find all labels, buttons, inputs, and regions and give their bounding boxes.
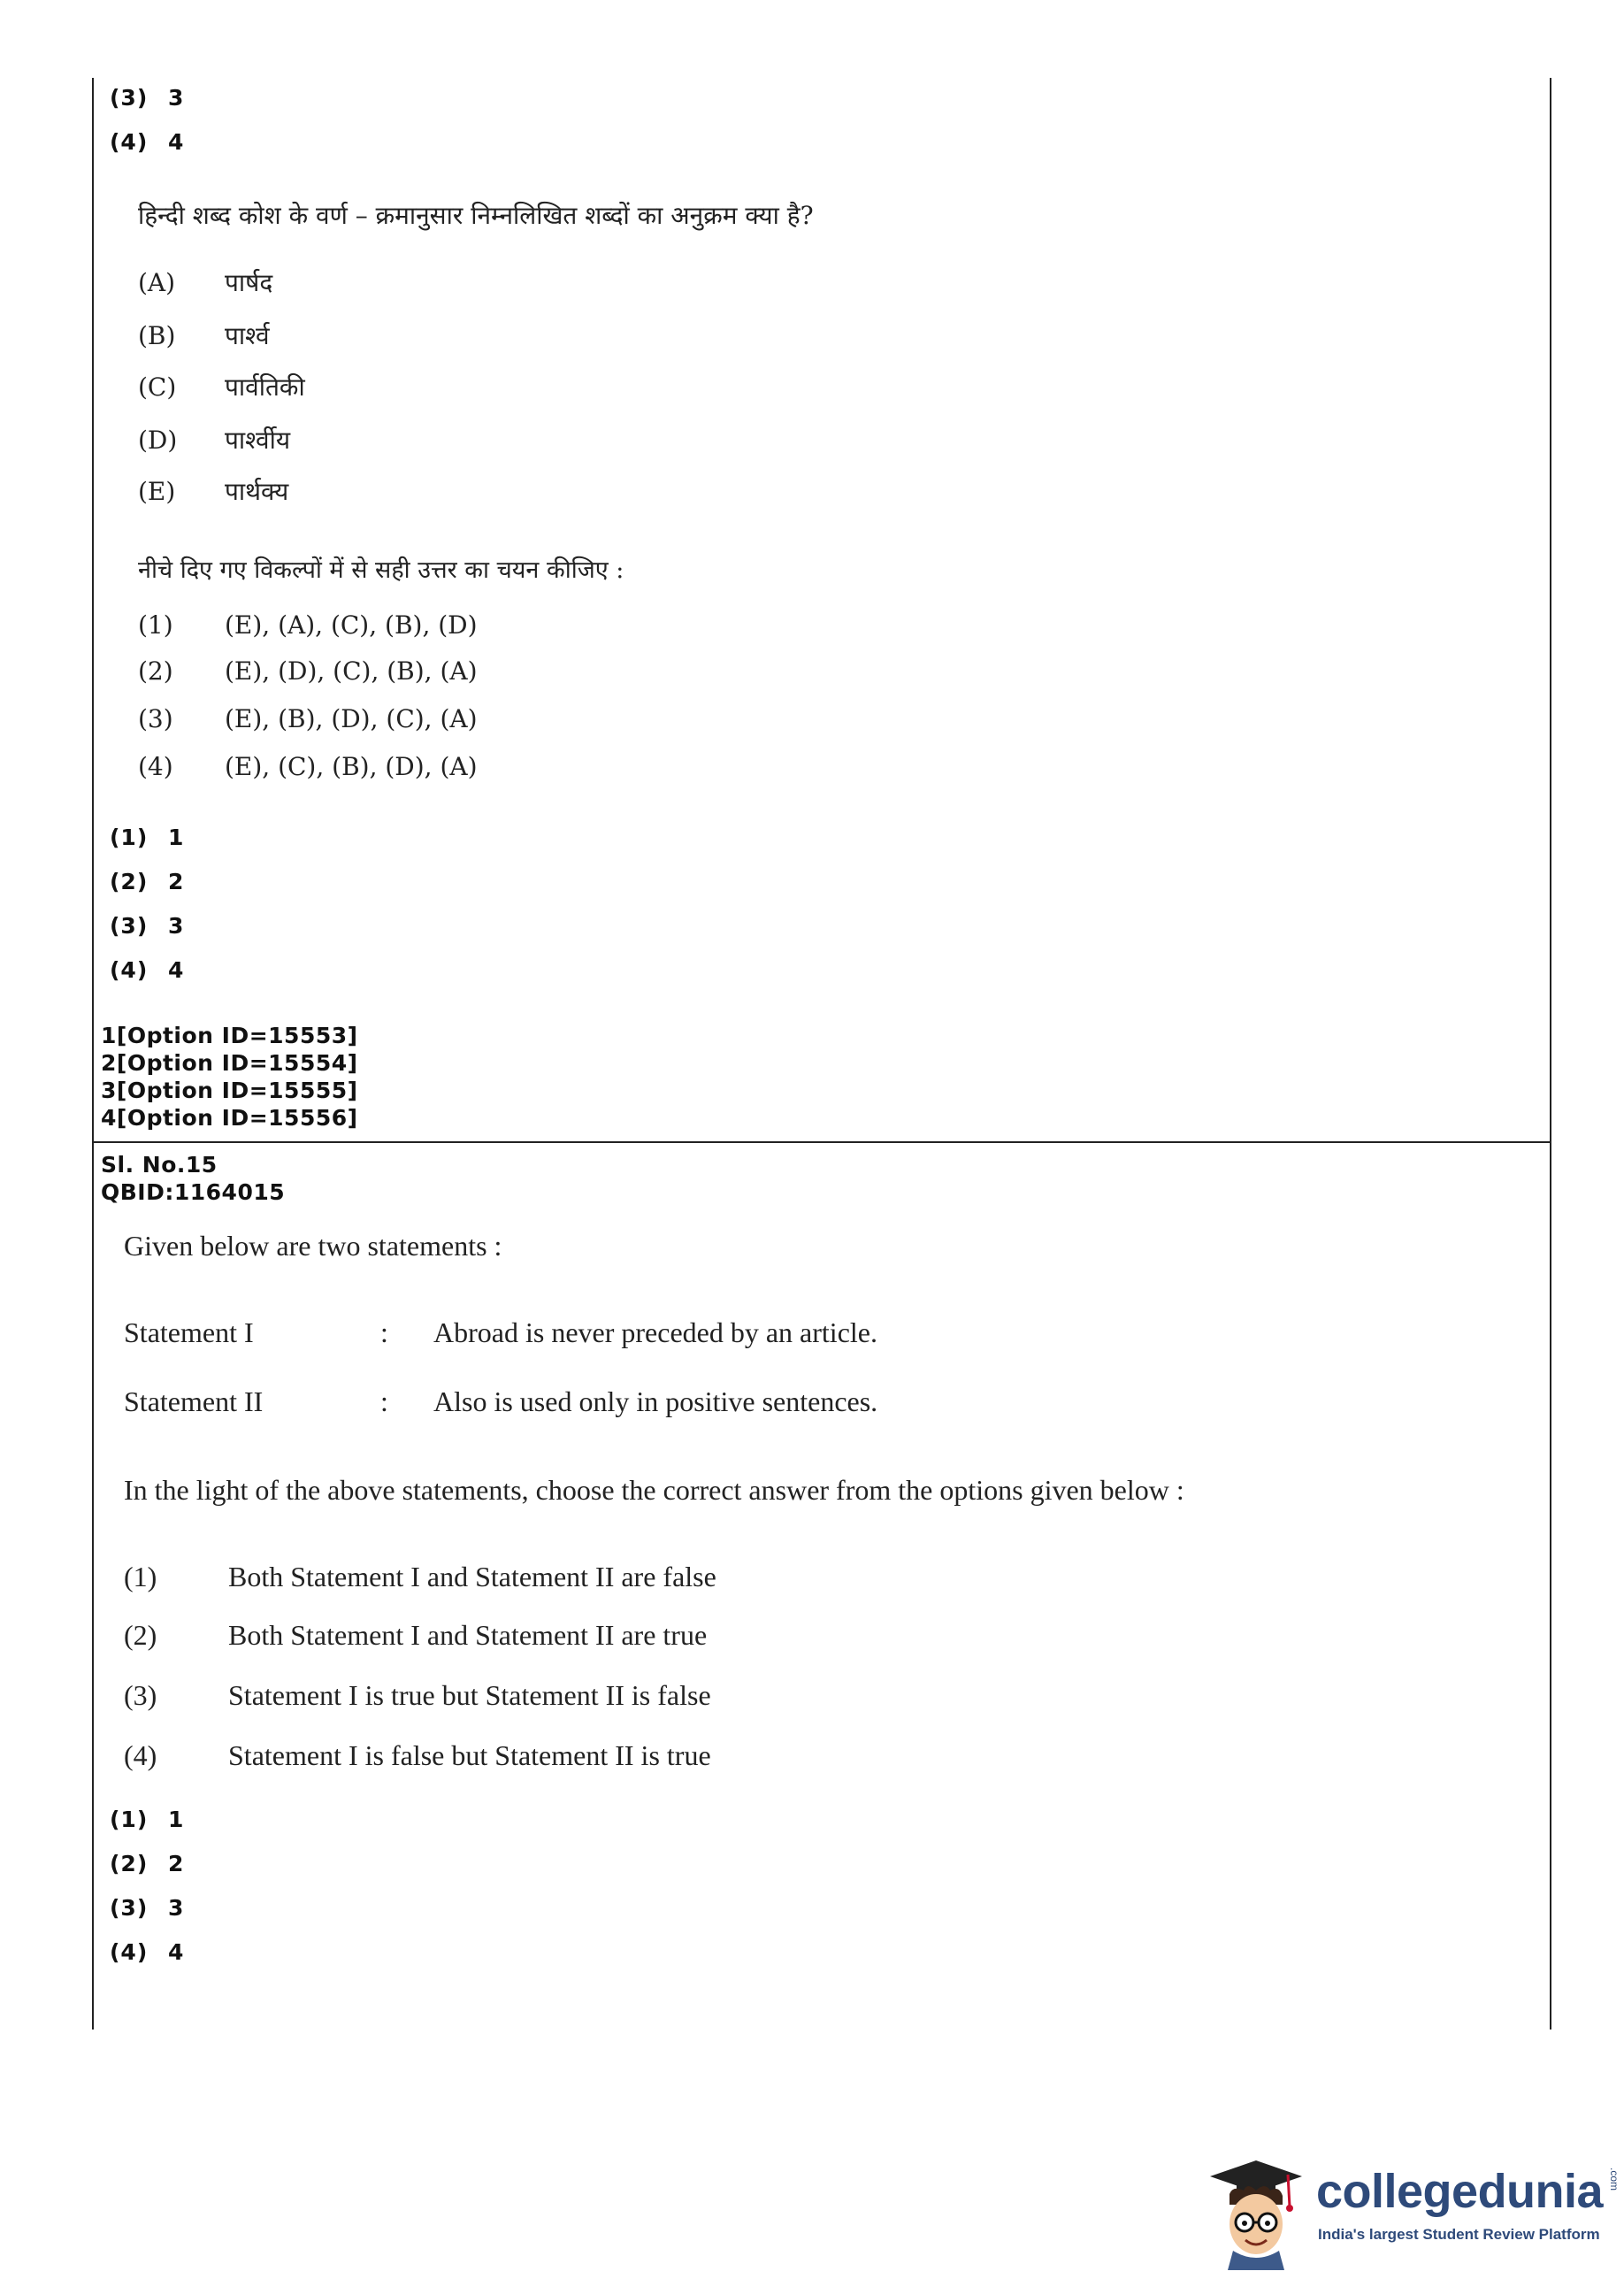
word-item: (D) पार्श्वीय — [138, 426, 291, 455]
choice-item: (2) (E), (D), (C), (B), (A) — [138, 656, 478, 686]
logo-com: .com — [1608, 2168, 1620, 2191]
choice-item: (1) Both Statement I and Statement II are false — [124, 1561, 716, 1592]
answer-option: (4) 4 — [110, 957, 185, 983]
qbid: QBID:1164015 — [101, 1179, 286, 1205]
frame-right-border — [1550, 78, 1551, 2030]
collegedunia-logo — [1203, 2155, 1620, 2270]
word-item: (E) पार्थक्य — [138, 477, 289, 506]
option-id: 4[Option ID=15556] — [101, 1105, 358, 1131]
choice-item: (1) (E), (A), (C), (B), (D) — [138, 610, 478, 640]
serial-number: Sl. No.15 — [101, 1152, 218, 1178]
choice-item: (2) Both Statement I and Statement II are true — [124, 1619, 708, 1651]
mascot-icon — [1203, 2155, 1309, 2270]
frame-left-border — [92, 78, 94, 2030]
answer-option: (1) 1 — [110, 825, 185, 850]
choice-item: (3) Statement I is true but Statement II is false — [124, 1679, 711, 1711]
question-text: हिन्दी शब्द कोश के वर्ण – क्रमानुसार निम्नलिखित शब्दों का अनुक्रम क्या है? — [138, 201, 814, 230]
word-item: (A) पार्षद — [138, 268, 273, 297]
logo-tagline: India's largest Student Review Platform — [1318, 2226, 1600, 2243]
word-item: (C) पार्वतिकी — [138, 372, 305, 402]
answer-option: (3) 3 — [110, 1895, 185, 1921]
question-intro: Given below are two statements : — [124, 1230, 502, 1262]
instruction-text: नीचे दिए गए विकल्पों में से सही उत्तर का चयन कीजिए : — [138, 556, 624, 584]
option-id: 1[Option ID=15553] — [101, 1023, 358, 1048]
answer-option: (3) 3 — [110, 85, 185, 111]
answer-option: (2) 2 — [110, 869, 185, 894]
word-item: (B) पार्श्व — [138, 321, 270, 350]
question-divider — [92, 1141, 1551, 1143]
choice-item: (3) (E), (B), (D), (C), (A) — [138, 704, 478, 733]
choice-item: (4) Statement I is false but Statement II is true — [124, 1739, 711, 1771]
answer-option: (4) 4 — [110, 129, 185, 155]
instruction-text: In the light of the above statements, choose the correct answer from the options given below : — [124, 1474, 1184, 1506]
answer-option: (4) 4 — [110, 1939, 185, 1965]
option-id: 3[Option ID=15555] — [101, 1078, 358, 1103]
answer-option: (3) 3 — [110, 913, 185, 939]
option-id: 2[Option ID=15554] — [101, 1050, 358, 1076]
answer-option: (2) 2 — [110, 1851, 185, 1876]
logo-wordmark: collegedunia — [1316, 2165, 1604, 2218]
statement-1: Statement I : Abroad is never preceded by an article. — [124, 1316, 877, 1348]
answer-option: (1) 1 — [110, 1807, 185, 1832]
statement-2: Statement II : Also is used only in positive sentences. — [124, 1385, 878, 1417]
choice-item: (4) (E), (C), (B), (D), (A) — [138, 752, 478, 781]
